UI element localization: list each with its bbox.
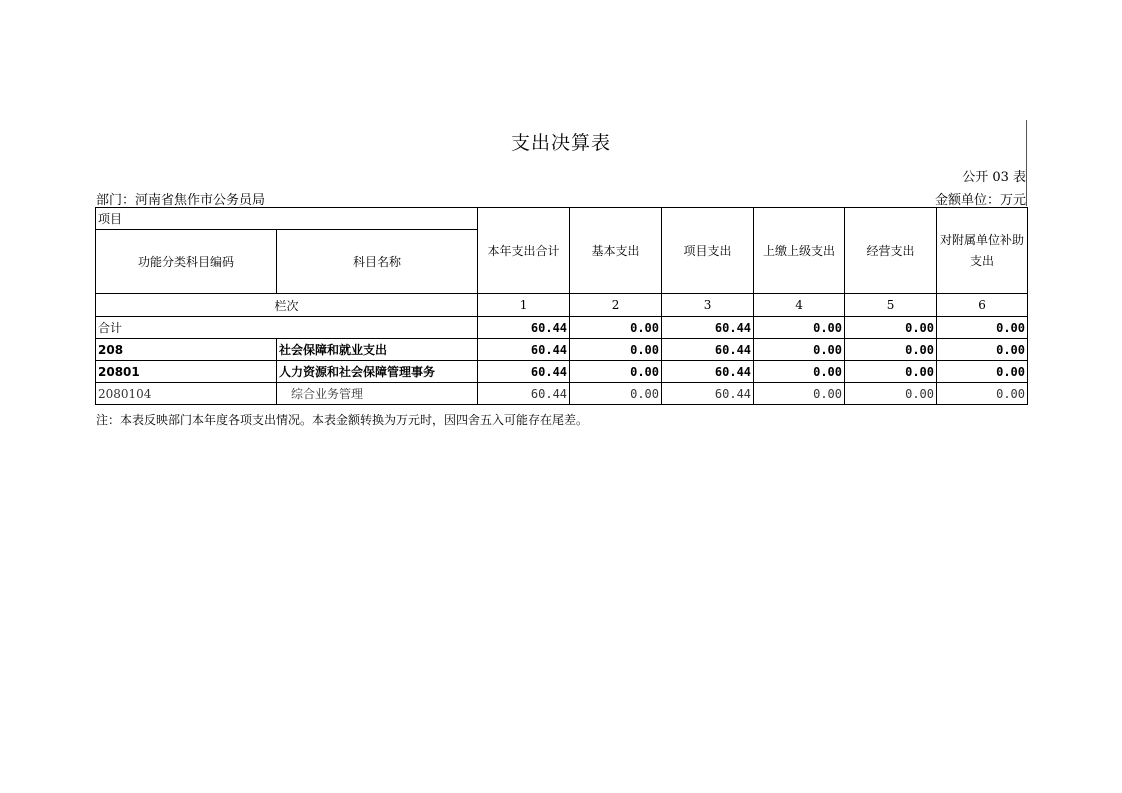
cell-total: 60.44 [478,339,570,361]
cell-subsidy: 0.00 [937,361,1028,383]
row-name: 综合业务管理 [277,383,478,405]
column-index-4: 4 [754,294,845,317]
footnote: 注：本表反映部门本年度各项支出情况。本表金额转换为万元时，因四舍五入可能存在尾差。 [96,413,589,427]
cell-project: 60.44 [662,317,754,339]
header-name: 科目名称 [277,230,478,294]
cell-business: 0.00 [845,339,937,361]
cell-upper: 0.00 [754,383,845,405]
header-code: 功能分类科目编码 [96,230,277,294]
column-index-6: 6 [937,294,1028,317]
row-label: 合计 [96,317,478,339]
header-row-item [96,208,1028,230]
header-total: 本年支出合计 [478,208,570,294]
column-index-row [96,294,1028,317]
row-code: 20801 [96,361,277,383]
cell-subsidy: 0.00 [937,383,1028,405]
cell-project: 60.44 [662,383,754,405]
row-name: 社会保障和就业支出 [277,339,478,361]
cell-business: 0.00 [845,361,937,383]
cell-basic: 0.00 [570,383,662,405]
header-subsidy: 对附属单位补助支出 [937,208,1028,294]
column-index-2: 2 [570,294,662,317]
cell-upper: 0.00 [754,317,845,339]
column-index-3: 3 [662,294,754,317]
cell-subsidy: 0.00 [937,339,1028,361]
column-index-label: 栏次 [96,294,478,317]
cell-upper: 0.00 [754,339,845,361]
header-business: 经营支出 [845,208,937,294]
cell-project: 60.44 [662,339,754,361]
cell-subsidy: 0.00 [937,317,1028,339]
cell-total: 60.44 [478,361,570,383]
header-upper: 上缴上级支出 [754,208,845,294]
expenditure-table [95,207,1028,405]
cell-upper: 0.00 [754,361,845,383]
row-code: 2080104 [96,383,277,405]
page-title: 支出决算表 [510,132,611,154]
cell-project: 60.44 [662,361,754,383]
cell-total: 60.44 [478,317,570,339]
cell-total: 60.44 [478,383,570,405]
form-number: 公开 03 表 [962,170,1026,185]
row-name: 人力资源和社会保障管理事务 [277,361,478,383]
cell-basic: 0.00 [570,317,662,339]
cell-business: 0.00 [845,317,937,339]
cell-basic: 0.00 [570,339,662,361]
column-index-1: 1 [478,294,570,317]
table-row [96,339,1028,361]
amount-unit-label: 金额单位：万元 [934,193,1026,208]
department-label: 部门：河南省焦作市公务员局 [96,193,266,208]
column-index-5: 5 [845,294,937,317]
header-basic: 基本支出 [570,208,662,294]
header-item: 项目 [96,208,478,230]
row-code: 208 [96,339,277,361]
cell-basic: 0.00 [570,361,662,383]
cell-business: 0.00 [845,383,937,405]
table-row-total [96,317,1028,339]
header-project: 项目支出 [662,208,754,294]
table-row [96,383,1028,405]
table-row [96,361,1028,383]
